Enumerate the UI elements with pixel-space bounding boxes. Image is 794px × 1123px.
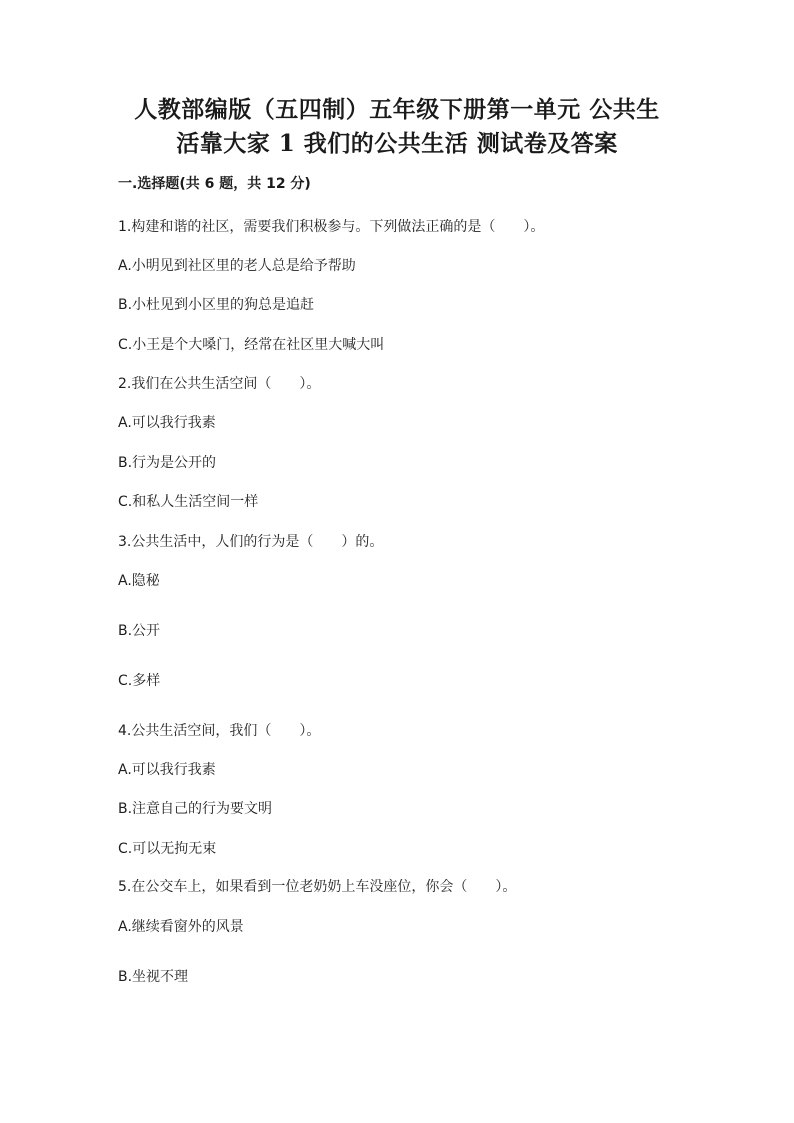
option-a: A.继续看窗外的风景	[118, 919, 244, 935]
option-b: B.行为是公开的	[118, 455, 217, 471]
option-a: A.可以我行我素	[118, 415, 216, 431]
option-c: C.可以无拘无束	[118, 841, 217, 857]
exam-title-line-1: 人教部编版（五四制）五年级下册第一单元 公共生	[134, 96, 660, 123]
option-b: B.小杜见到小区里的狗总是追赶	[118, 297, 315, 313]
option-c: C.多样	[118, 673, 161, 689]
option-b: B.注意自己的行为要文明	[118, 801, 273, 817]
option-b: B.坐视不理	[118, 969, 189, 985]
question-stem: 5.在公交车上，如果看到一位老奶奶上车没座位，你会（ ）。	[118, 879, 517, 895]
option-b: B.公开	[118, 623, 161, 639]
question-stem: 3.公共生活中，人们的行为是（ ）的。	[118, 534, 384, 550]
option-a: A.隐秘	[118, 573, 160, 589]
question-stem: 1.构建和谐的社区，需要我们积极参与。下列做法正确的是（ ）。	[118, 219, 545, 235]
option-c: C.和私人生活空间一样	[118, 494, 259, 510]
question-stem: 2.我们在公共生活空间（ ）。	[118, 376, 321, 392]
option-a: A.小明见到社区里的老人总是给予帮助	[118, 258, 356, 274]
option-c: C.小王是个大嗓门，经常在社区里大喊大叫	[118, 337, 385, 353]
option-a: A.可以我行我素	[118, 762, 216, 778]
section-heading: 一.选择题(共 6 题，共 12 分)	[118, 176, 311, 192]
exam-title-line-2: 活靠大家 1 我们的公共生活 测试卷及答案	[176, 130, 618, 157]
question-stem: 4.公共生活空间，我们（ ）。	[118, 723, 321, 739]
